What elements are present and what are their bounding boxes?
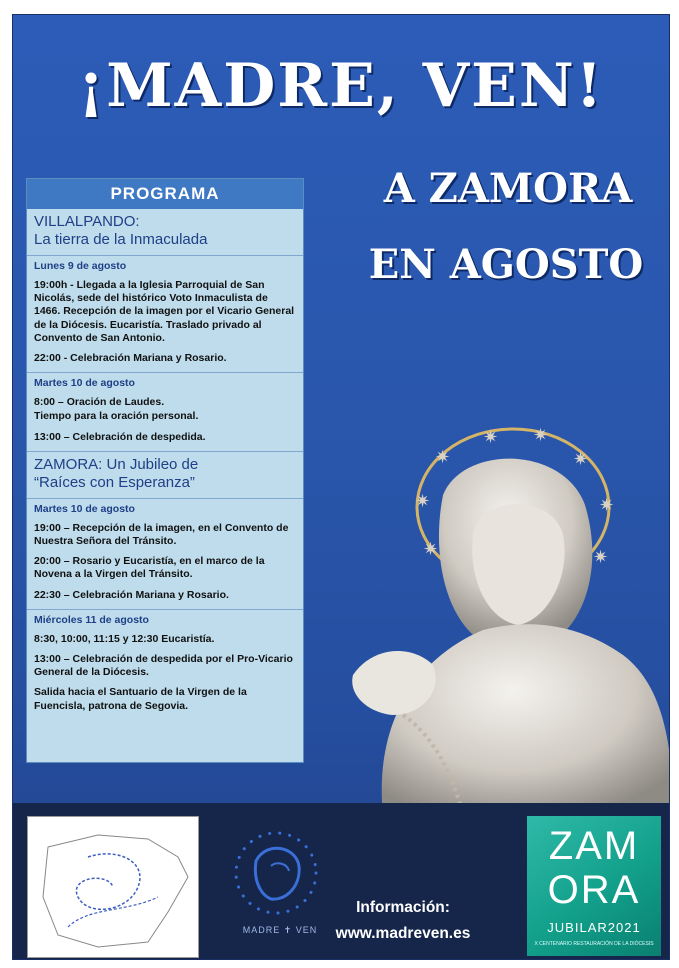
svg-text:✷: ✷ bbox=[483, 427, 499, 448]
subtitle-a-zamora: A ZAMORA bbox=[383, 165, 633, 212]
program-item: 20:00 – Rosario y Eucaristía, en el marco de la Novena a la Virgen del Tránsito. bbox=[34, 555, 265, 581]
headline: ¡MADRE, VEN! bbox=[77, 51, 605, 121]
program-item: 13:00 – Celebración de despedida. bbox=[34, 430, 206, 443]
poster bbox=[12, 14, 670, 960]
day-block bbox=[27, 373, 303, 452]
virgin-statue-image bbox=[323, 415, 670, 815]
section-title-villalpando bbox=[27, 209, 303, 256]
section-title-zamora bbox=[27, 452, 303, 499]
program-item: 19:00 – Recepción de la imagen, en el Convento de Nuestra Señora del Tránsito. bbox=[34, 521, 289, 548]
svg-text:✷: ✷ bbox=[435, 447, 451, 468]
day-date: Martes 10 de agosto bbox=[34, 502, 135, 515]
zamora-jubilar-text: JUBILAR2021 bbox=[547, 920, 641, 935]
info-url-link[interactable]: www.madreven.es bbox=[335, 925, 471, 942]
info-label: Información: bbox=[356, 899, 450, 916]
zamora-tiny-text: X CENTENARIO RESTAURACIÓN DE LA DIÓCESIS bbox=[534, 941, 654, 947]
program-header: PROGRAMA bbox=[27, 179, 303, 209]
footer-band bbox=[13, 803, 669, 959]
svg-text:✷: ✷ bbox=[599, 495, 615, 516]
program-item: 22:00 - Celebración Mariana y Rosario. bbox=[34, 352, 227, 365]
day-date: Martes 10 de agosto bbox=[34, 377, 135, 390]
program-item: 13:00 – Celebración de despedida por el Pro-Vicario General de la Diócesis. bbox=[34, 653, 293, 679]
program-item: 19:00h - Llegada a la Iglesia Parroquial de San Nicolás, sede del histórico Voto Inmaculista de 1466. Recepción de la imagen por el Vicario General de la Diócesis. Eucaristía. Traslado privado al Convento de San Antonio. bbox=[34, 279, 295, 344]
section-title-line1: VILLALPANDO: bbox=[34, 213, 140, 230]
day-date: Miércoles 11 de agosto bbox=[34, 613, 149, 626]
zamora-logo-top: ZAM bbox=[548, 824, 640, 868]
program-item: 8:00 – Oración de Laudes. bbox=[34, 396, 165, 409]
program-item: Tiempo para la oración personal. bbox=[34, 410, 199, 423]
svg-text:✷: ✷ bbox=[593, 547, 609, 568]
section-title-line1: ZAMORA: Un Jubileo de bbox=[34, 455, 199, 473]
svg-text:✷: ✷ bbox=[415, 491, 431, 512]
iberian-map-image bbox=[27, 816, 199, 958]
svg-text:✷: ✷ bbox=[533, 425, 549, 446]
section-title-line2: “Raíces con Esperanza” bbox=[34, 473, 195, 491]
program-item: 8:30, 10:00, 11:15 y 12:30 Eucaristía. bbox=[34, 632, 215, 645]
svg-text:✷: ✷ bbox=[573, 449, 589, 470]
day-block bbox=[27, 499, 303, 610]
day-date: Lunes 9 de agosto bbox=[34, 260, 127, 272]
svg-text:✷: ✷ bbox=[423, 539, 439, 560]
zamora-jubilar-logo bbox=[527, 816, 661, 956]
day-block bbox=[27, 610, 303, 713]
program-panel bbox=[26, 178, 304, 763]
day-block bbox=[27, 256, 303, 373]
program-item: 22:30 – Celebración Mariana y Rosario. bbox=[34, 588, 229, 601]
subtitle-en-agosto: EN AGOSTO bbox=[368, 241, 644, 288]
info-block bbox=[313, 895, 493, 947]
zamora-logo-bottom: ORA bbox=[547, 868, 641, 912]
program-item: Salida hacia el Santuario de la Virgen de la Fuencisla, patrona de Segovia. bbox=[34, 686, 247, 712]
section-title-line2: La tierra de la Inmaculada bbox=[34, 231, 208, 248]
madre-ven-label: MADRE ✝ VEN bbox=[242, 925, 318, 935]
